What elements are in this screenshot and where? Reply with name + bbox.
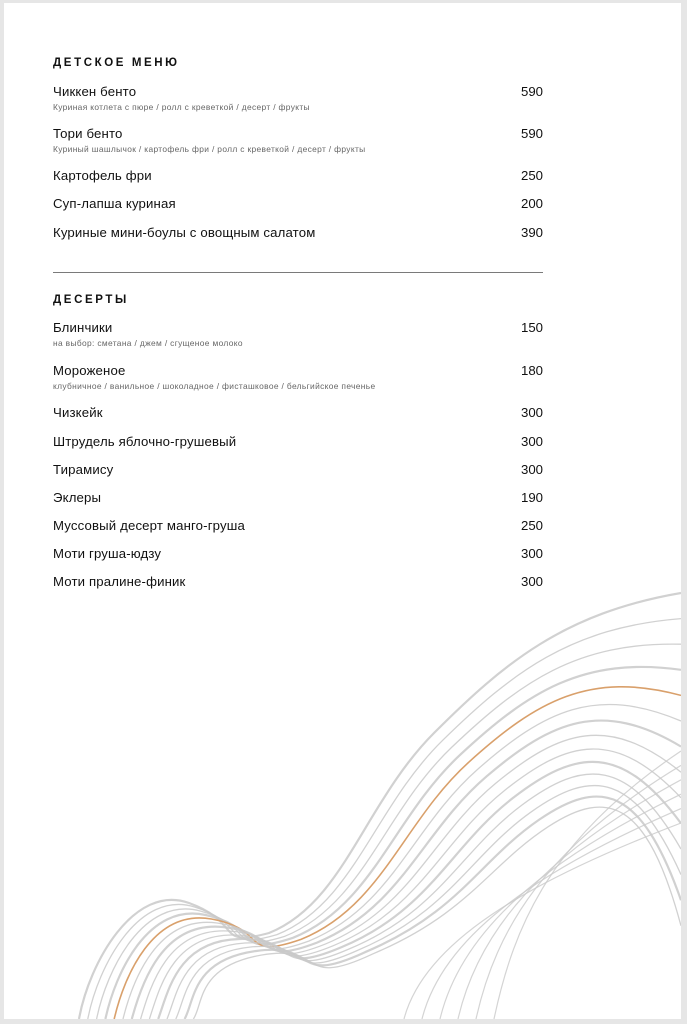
item-name: Чизкейк bbox=[53, 405, 103, 420]
item-name: Куриные мини-боулы с овощным салатом bbox=[53, 225, 316, 240]
item-price: 590 bbox=[520, 126, 543, 141]
item-name: Блинчики bbox=[53, 320, 113, 335]
menu-item bbox=[53, 225, 543, 241]
item-name: Эклеры bbox=[53, 490, 102, 505]
item-name: Мороженое bbox=[53, 363, 126, 378]
item-price: 300 bbox=[520, 574, 543, 589]
item-description: Куриный шашлычок / картофель фри / ролл с креветкой / десерт / фрукты bbox=[53, 144, 366, 154]
menu-item bbox=[53, 434, 543, 450]
wave-line bbox=[167, 774, 681, 1019]
item-name: Моти пралине-финик bbox=[53, 574, 186, 589]
item-price: 300 bbox=[520, 405, 543, 420]
item-name: Муссовый десерт манго-груша bbox=[53, 518, 245, 533]
menu-item bbox=[53, 405, 543, 421]
item-price: 300 bbox=[520, 546, 543, 561]
menu-item bbox=[53, 126, 543, 155]
item-name: Штрудель яблочно-грушевый bbox=[53, 434, 237, 449]
item-name: Тирамису bbox=[53, 462, 114, 477]
section-divider bbox=[53, 272, 543, 273]
item-name: Суп-лапша куриная bbox=[53, 196, 176, 211]
item-description: Куриная котлета с пюре / ролл с креветкой / десерт / фрукты bbox=[53, 102, 310, 112]
menu-item bbox=[53, 320, 543, 349]
menu-item bbox=[53, 363, 543, 392]
wave-line bbox=[440, 794, 681, 1019]
menu-item bbox=[53, 462, 543, 478]
item-price: 200 bbox=[520, 196, 543, 211]
item-price: 150 bbox=[520, 320, 543, 335]
item-price: 300 bbox=[520, 434, 543, 449]
item-description: клубничное / ванильное / шоколадное / фисташковое / бельгийское печенье bbox=[53, 381, 376, 391]
decorative-waves bbox=[4, 3, 681, 1019]
wave-line bbox=[422, 809, 681, 1019]
wave-line bbox=[176, 786, 681, 1019]
menu-item bbox=[53, 546, 543, 562]
menu-item bbox=[53, 490, 543, 506]
item-price: 250 bbox=[520, 518, 543, 533]
wave-line bbox=[79, 593, 681, 1019]
item-price: 190 bbox=[520, 490, 543, 505]
section-title-desserts: ДЕСЕРТЫ bbox=[53, 294, 129, 306]
item-name: Моти груша-юдзу bbox=[53, 546, 162, 561]
item-price: 250 bbox=[520, 168, 543, 183]
menu-item bbox=[53, 518, 543, 534]
item-name: Чиккен бенто bbox=[53, 84, 137, 99]
wave-line bbox=[185, 797, 681, 1019]
wave-line bbox=[193, 807, 681, 1019]
item-price: 390 bbox=[520, 225, 543, 240]
menu-item bbox=[53, 196, 543, 212]
item-price: 590 bbox=[520, 84, 543, 99]
section-title-kids: ДЕТСКОЕ МЕНЮ bbox=[53, 57, 180, 69]
menu-item bbox=[53, 168, 543, 184]
item-description: на выбор: сметана / джем / сгущеное молоко bbox=[53, 338, 243, 348]
menu-item bbox=[53, 84, 543, 113]
item-name: Картофель фри bbox=[53, 168, 152, 183]
item-name: Тори бенто bbox=[53, 126, 123, 141]
menu-item bbox=[53, 574, 543, 590]
item-price: 180 bbox=[520, 363, 543, 378]
item-price: 300 bbox=[520, 462, 543, 477]
menu-page bbox=[4, 3, 681, 1019]
